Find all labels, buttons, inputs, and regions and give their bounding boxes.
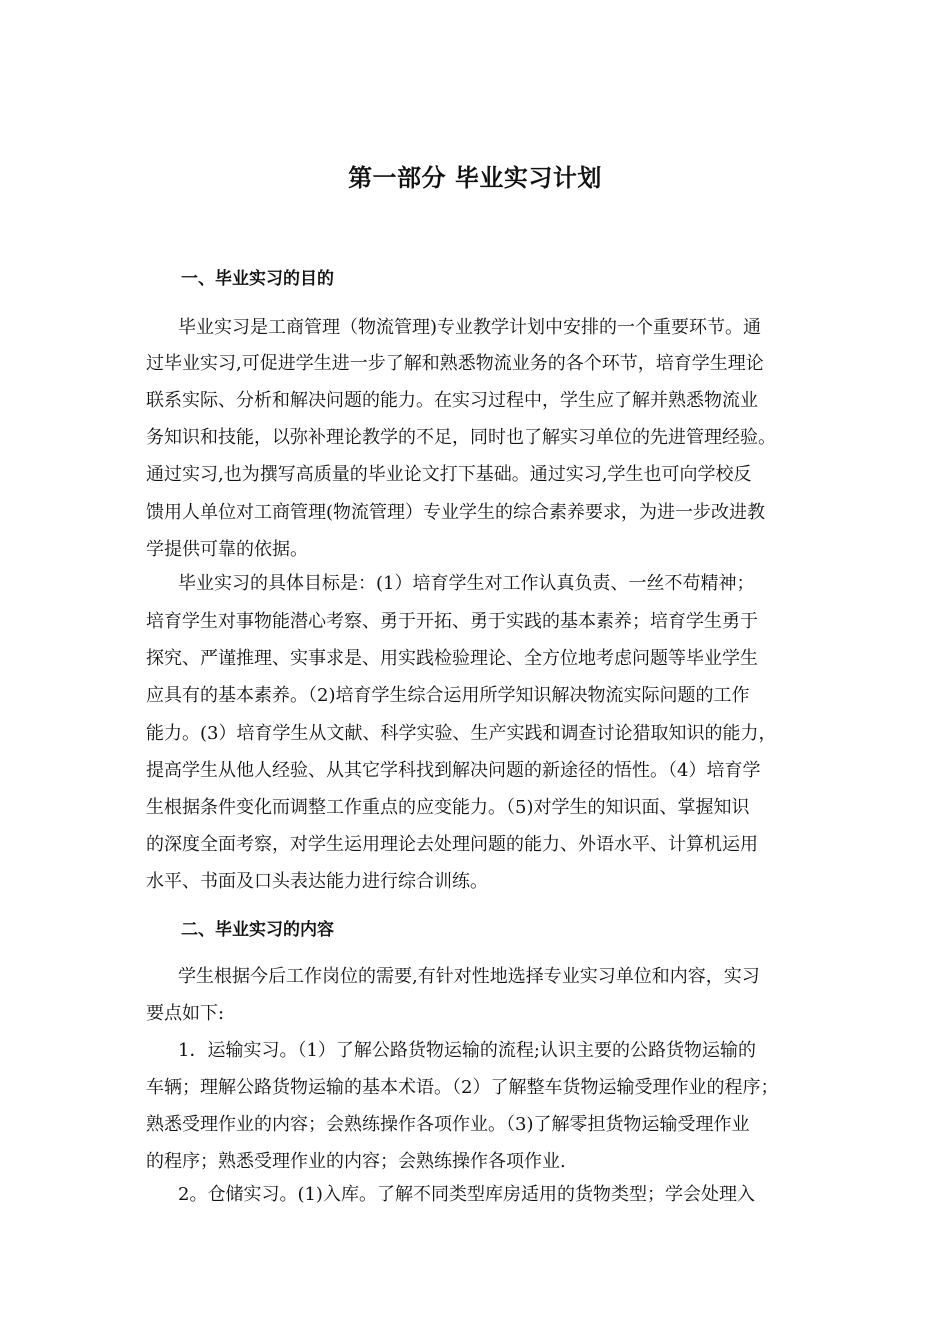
paragraph-line: 提高学生从他人经验、从其它学科找到解决问题的新途径的悟性。（4）培育学 — [146, 760, 761, 781]
paragraph-line: 要点如下: — [146, 1003, 225, 1024]
paragraph-line: 务知识和技能，以弥补理论教学的不足，同时也了解实习单位的先进管理经验。 — [146, 427, 776, 448]
paragraph-line: 水平、书面及口头表达能力进行综合训练。 — [146, 871, 488, 892]
paragraph-line: 1．运输实习。（1）了解公路货物运输的流程;认识主要的公路货物运输的 — [178, 1040, 756, 1061]
paragraph-line: 2。仓储实习。(1)入库。了解不同类型库房适用的货物类型；学会处理入 — [178, 1184, 755, 1205]
paragraph-line: 通过实习,也为撰写高质量的毕业论文打下基础。通过实习,学生也可向学校反 — [146, 464, 752, 485]
section-heading-content: 二、毕业实习的内容 — [181, 920, 334, 940]
paragraph-line: 毕业实习是工商管理（物流管理)专业教学计划中安排的一个重要环节。通 — [178, 317, 762, 338]
paragraph-line: 馈用人单位对工商管理(物流管理）专业学生的综合素养要求，为进一步改进教 — [146, 502, 766, 523]
paragraph-line: 毕业实习的具体目标是：(1）培育学生对工作认真负责、一丝不苟精神； — [178, 573, 755, 594]
paragraph-line: 过毕业实习,可促进学生进一步了解和熟悉物流业务的各个环节，培育学生理论 — [146, 353, 764, 374]
section-heading-purpose: 一、毕业实习的目的 — [181, 269, 334, 289]
paragraph-line: 学提供可靠的依据。 — [146, 539, 308, 560]
paragraph-line: 的程序；熟悉受理作业的内容；会熟练操作各项作业. — [146, 1151, 566, 1172]
paragraph-line: 的深度全面考察，对学生运用理论去处理问题的能力、外语水平、计算机运用 — [146, 834, 758, 855]
paragraph-line: 联系实际、分析和解决问题的能力。在实习过程中，学生应了解并熟悉物流业 — [146, 390, 758, 411]
paragraph-line: 学生根据今后工作岗位的需要,有针对性地选择专业实习单位和内容，实习 — [178, 966, 760, 987]
paragraph-line: 能力。(3）培育学生从文献、科学实验、生产实践和调查讨论猎取知识的能力， — [146, 723, 777, 744]
paragraph-line: 培育学生对事物能潜心考察、勇于开拓、勇于实践的基本素养；培育学生勇于 — [146, 611, 758, 632]
paragraph-line: 熟悉受理作业的内容；会熟练操作各项作业。（3)了解零担货物运输受理作业 — [146, 1114, 750, 1135]
paragraph-line: 生根据条件变化而调整工作重点的应变能力。（5)对学生的知识面、掌握知识 — [146, 797, 750, 818]
paragraph-line: 应具有的基本素养。（2)培育学生综合运用所学知识解决物流实际问题的工作 — [146, 685, 750, 706]
paragraph-line: 车辆；理解公路货物运输的基本术语。（2）了解整车货物运输受理作业的程序； — [146, 1077, 779, 1098]
paragraph-line: 探究、严谨推理、实事求是、用实践检验理论、全方位地考虑问题等毕业学生 — [146, 648, 758, 669]
document-title: 第一部分 毕业实习计划 — [348, 164, 602, 192]
